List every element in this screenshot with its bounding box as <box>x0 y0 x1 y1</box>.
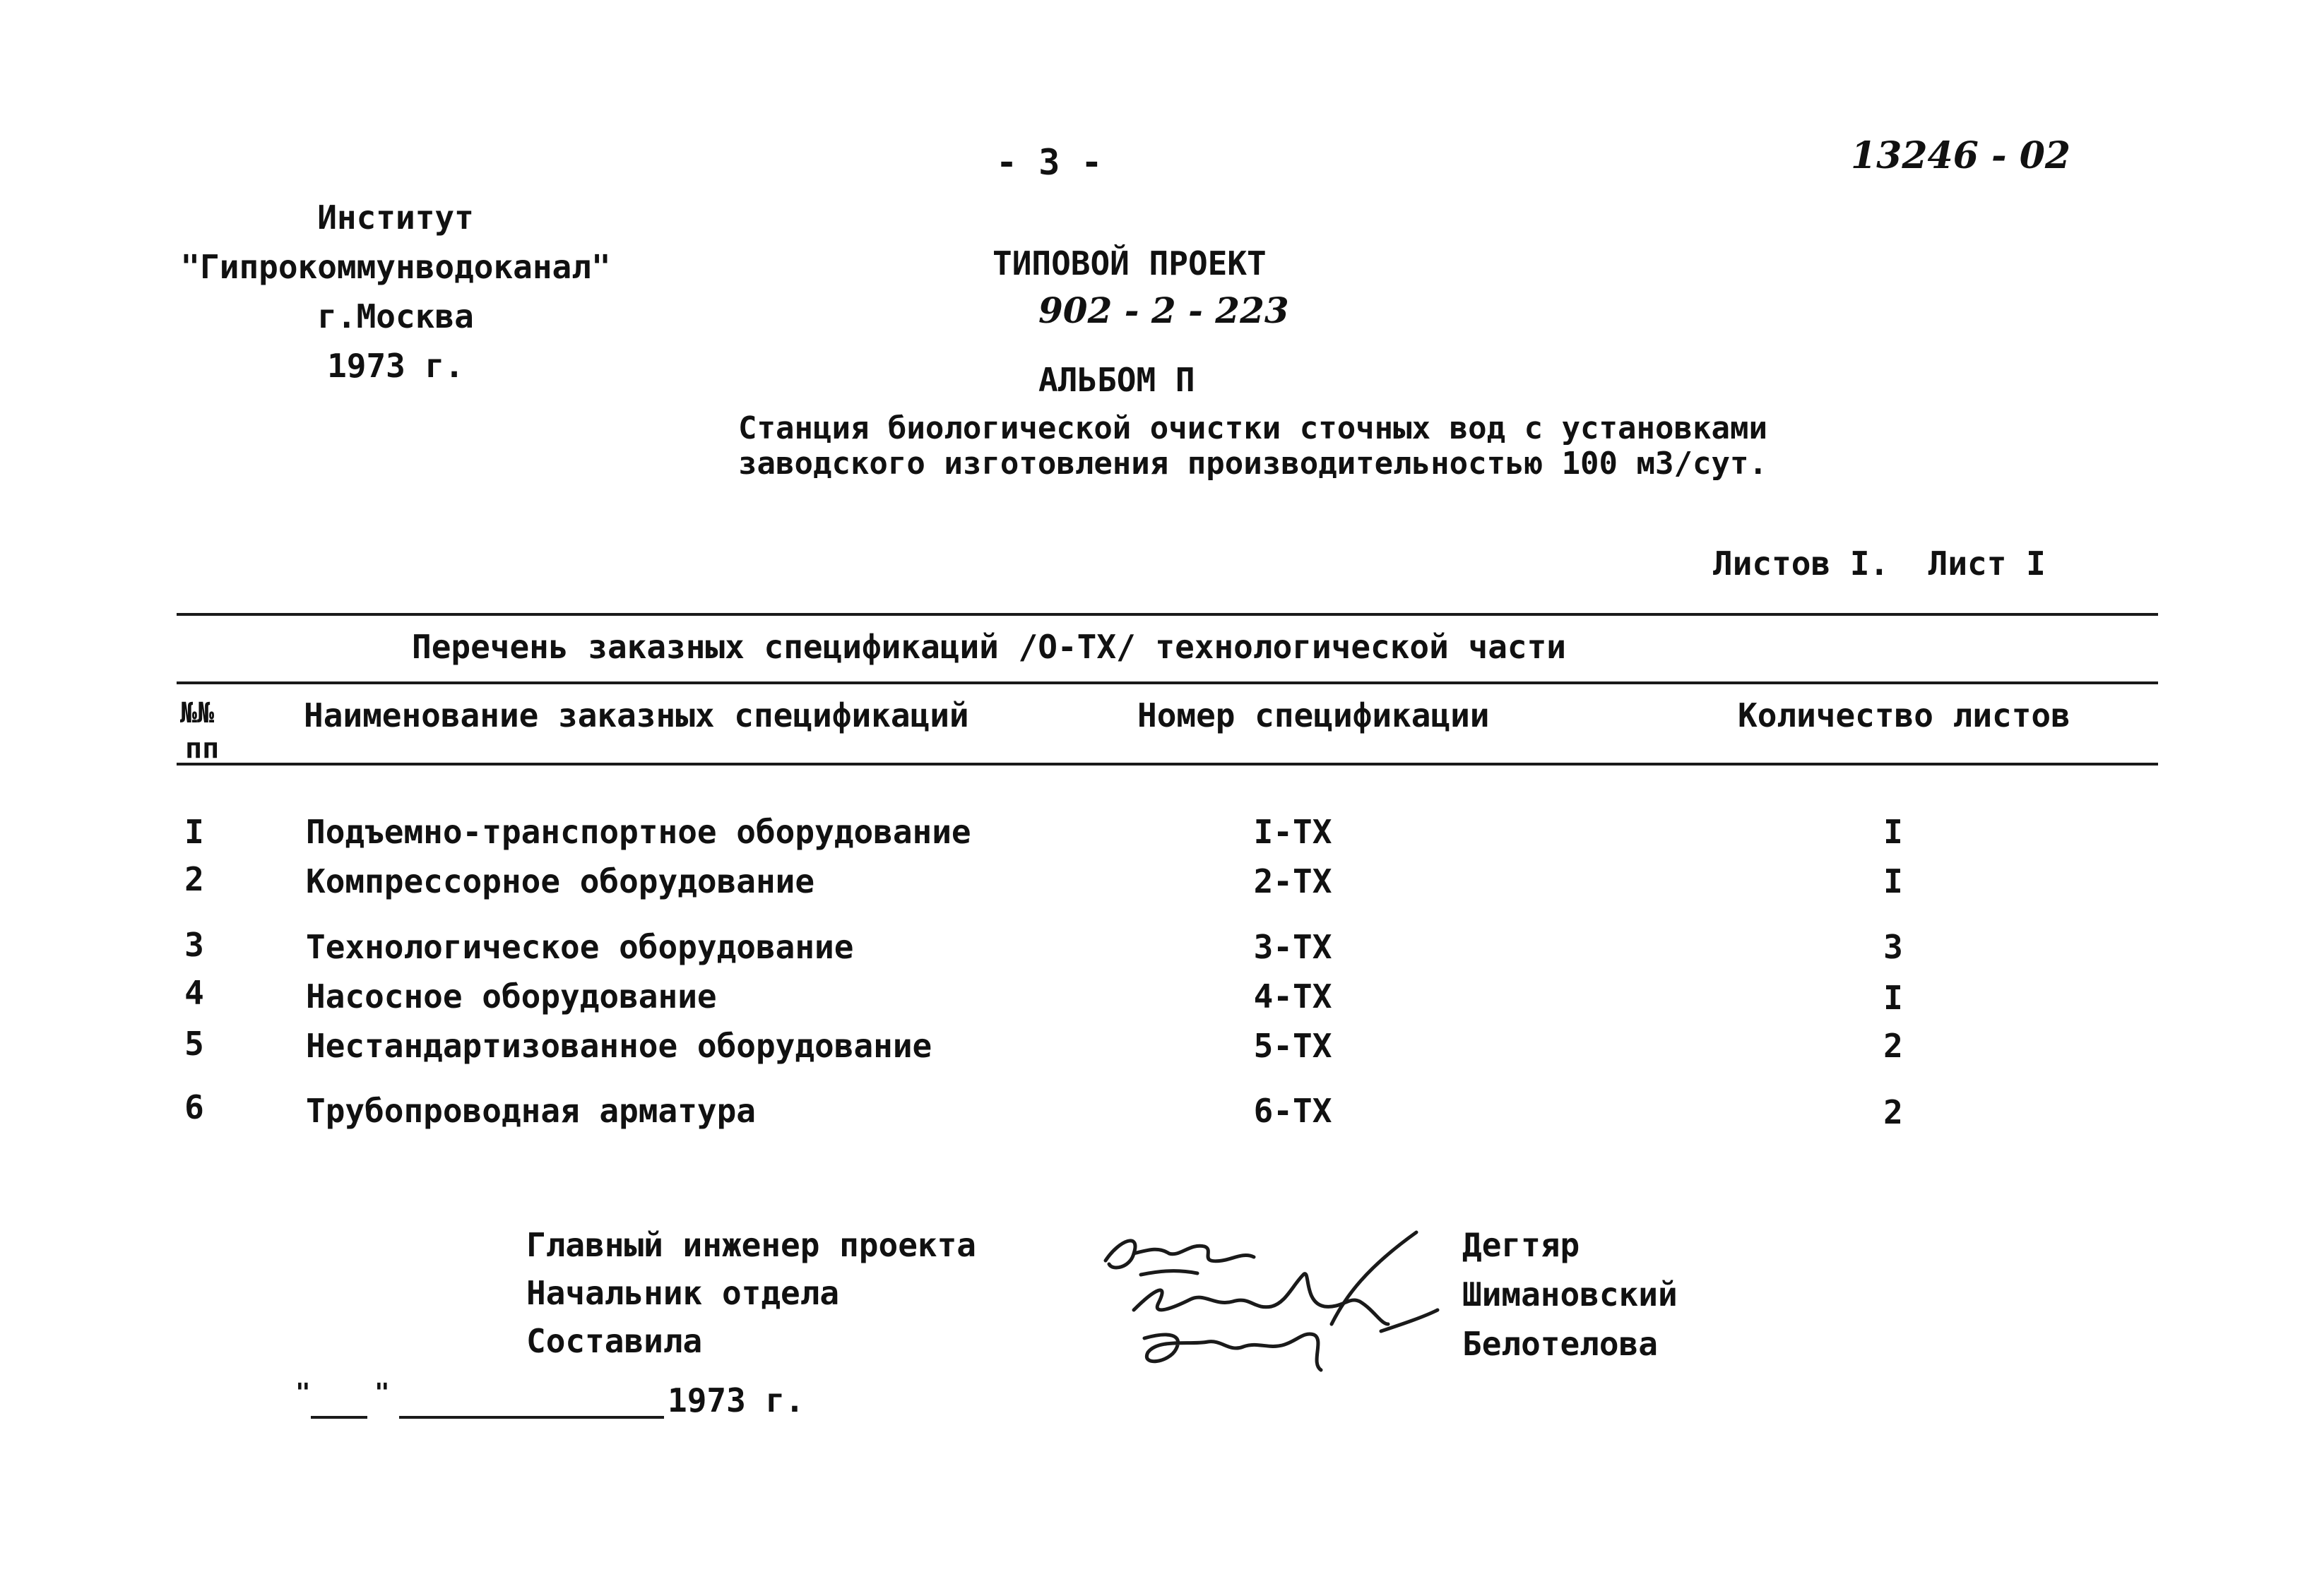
role-chief-engineer: Главный инженер проекта <box>526 1226 976 1264</box>
name-shimanovsky: Шимановский <box>1462 1275 1678 1314</box>
row-name: Подъемно-транспортное оборудование <box>306 813 971 851</box>
date-year: 1973 г. <box>668 1381 805 1419</box>
column-header-name: Наименование заказных спецификаций <box>304 696 969 734</box>
page-number: - 3 - <box>996 142 1103 183</box>
column-header-count: Количество листов <box>1738 696 2070 734</box>
row-spec: 4-ТХ <box>1253 977 1332 1016</box>
row-spec: I-ТХ <box>1253 813 1332 851</box>
date-close-quote: " <box>374 1378 390 1407</box>
column-header-number: №№ <box>180 697 215 729</box>
row-count: I <box>1883 813 1903 851</box>
row-count: 2 <box>1883 1093 1903 1131</box>
row-name: Технологическое оборудование <box>306 928 854 966</box>
row-count: 3 <box>1883 928 1903 966</box>
row-name: Насосное оборудование <box>306 977 717 1016</box>
row-spec: 6-ТХ <box>1253 1092 1332 1130</box>
project-type: ТИПОВОЙ ПРОЕКТ <box>992 244 1267 282</box>
row-count: I <box>1883 862 1903 900</box>
table-title-rule <box>177 681 2158 684</box>
row-number: 6 <box>184 1088 204 1126</box>
institute-city: г.Москва <box>317 297 474 335</box>
name-belotelova: Белотелова <box>1462 1325 1658 1363</box>
row-number: 3 <box>184 926 204 964</box>
row-count: I <box>1883 979 1903 1017</box>
album-label: АЛЬБОМ П <box>1038 361 1195 399</box>
row-number: I <box>184 813 204 851</box>
handwritten-signatures <box>1091 1218 1459 1388</box>
sheet-count: Листов I. Лист I <box>1713 544 2046 583</box>
column-header-number-sub: пп <box>185 732 220 765</box>
role-compiler: Составила <box>526 1322 703 1360</box>
row-count: 2 <box>1883 1027 1903 1065</box>
institute-year: 1973 г. <box>327 347 464 385</box>
date-month-blank <box>399 1416 664 1419</box>
institute-org: "Гипрокоммунводоканал" <box>180 248 611 286</box>
row-number: 5 <box>184 1025 204 1063</box>
row-name: Нестандартизованное оборудование <box>306 1027 932 1065</box>
row-spec: 3-ТХ <box>1253 928 1332 966</box>
table-top-rule <box>177 613 2158 616</box>
document-code: 13246 - 02 <box>1851 134 2071 177</box>
row-spec: 2-ТХ <box>1253 862 1332 900</box>
row-number: 4 <box>184 974 204 1012</box>
row-number: 2 <box>184 860 204 898</box>
table-header-rule <box>177 763 2158 766</box>
date-open-quote: " <box>295 1378 311 1407</box>
institute-name: Институт <box>317 198 474 237</box>
table-title: Перечень заказных спецификаций /О-ТХ/ технологической части <box>412 628 1566 666</box>
row-name: Компрессорное оборудование <box>306 862 815 900</box>
project-number: 902 - 2 - 223 <box>1038 290 1289 331</box>
row-name: Трубопроводная арматура <box>306 1092 756 1130</box>
project-description-line2: заводского изготовления производительностью 100 м3/сут. <box>738 446 1767 482</box>
date-day-blank <box>311 1416 367 1419</box>
name-degtyar: Дегтяр <box>1462 1226 1580 1264</box>
row-spec: 5-ТХ <box>1253 1027 1332 1065</box>
column-header-spec: Номер спецификации <box>1137 696 1490 734</box>
role-department-head: Начальник отдела <box>526 1274 840 1312</box>
project-description-line1: Станция биологической очистки сточных вод с установками <box>738 410 1767 446</box>
